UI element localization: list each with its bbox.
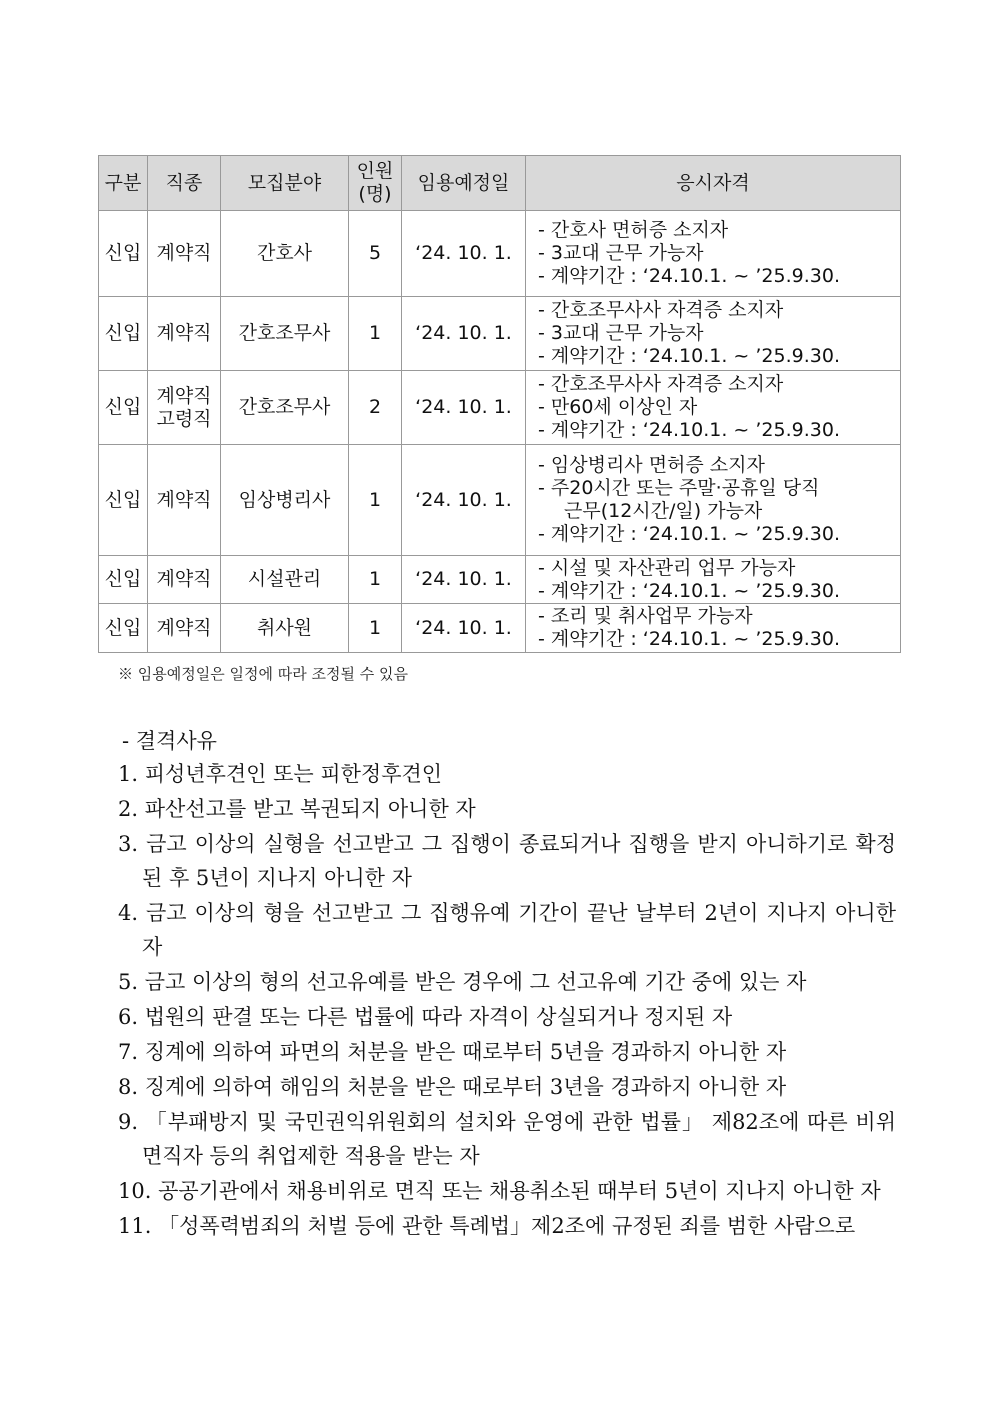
table-header-row [99, 156, 901, 211]
cell-count: 5 [349, 211, 402, 297]
qualification-line: - 임상병리사 면허증 소지자 [538, 454, 765, 476]
table-row [99, 297, 901, 371]
cell-count: 1 [349, 604, 402, 653]
disqualification-list [118, 757, 896, 1244]
cell-qualifications [526, 556, 901, 604]
cell-date: ‘24. 10. 1. [402, 297, 526, 371]
cell-job-type: 계약직 고령직 [148, 371, 221, 445]
recruitment-table [98, 155, 901, 653]
cell-qualifications [526, 297, 901, 371]
cell-field: 간호사 [221, 211, 349, 297]
header-count: 인원 (명) [349, 156, 402, 211]
cell-job-type: 계약직 [148, 297, 221, 371]
header-job-type: 직종 [148, 156, 221, 211]
list-item: 5. 금고 이상의 형의 선고유예를 받은 경우에 그 선고유예 기간 중에 있는 자 [118, 970, 807, 994]
header-date: 임용예정일 [402, 156, 526, 211]
qualification-line: - 간호사 면허증 소지자 [538, 219, 729, 241]
cell-qualifications [526, 604, 901, 653]
qualification-line: - 계약기간 : ‘24.10.1. ~ ’25.9.30. [538, 345, 840, 367]
cell-field: 임상병리사 [221, 445, 349, 556]
cell-date: ‘24. 10. 1. [402, 371, 526, 445]
cell-field: 취사원 [221, 604, 349, 653]
table-row [99, 604, 901, 653]
qualification-line: - 3교대 근무 가능자 [538, 322, 704, 344]
qualification-line: 근무(12시간/일) 가능자 [564, 500, 763, 522]
cell-field: 간호조무사 [221, 371, 349, 445]
qualification-line: - 만60세 이상인 자 [538, 396, 698, 418]
list-item: 2. 파산선고를 받고 복권되지 아니한 자 [118, 797, 476, 821]
list-item: 7. 징계에 의하여 파면의 처분을 받은 때로부터 5년을 경과하지 아니한 자 [118, 1040, 787, 1064]
table-row [99, 211, 901, 297]
table-row [99, 445, 901, 556]
list-item: 10. 공공기관에서 채용비위로 면직 또는 채용취소된 때부터 5년이 지나지 아니한 자 [118, 1179, 881, 1203]
disqualification-title: - 결격사유 [122, 729, 217, 753]
qualification-line: - 계약기간 : ‘24.10.1. ~ ’25.9.30. [538, 523, 840, 545]
qualification-line: - 간호조무사사 자격증 소지자 [538, 373, 784, 395]
cell-count: 1 [349, 297, 402, 371]
qualification-line: - 계약기간 : ‘24.10.1. ~ ’25.9.30. [538, 628, 840, 650]
cell-category: 신입 [99, 604, 148, 653]
table-row [99, 371, 901, 445]
header-field: 모집분야 [221, 156, 349, 211]
cell-category: 신입 [99, 445, 148, 556]
cell-category: 신입 [99, 371, 148, 445]
cell-qualifications [526, 371, 901, 445]
cell-category: 신입 [99, 556, 148, 604]
qualification-line: - 주20시간 또는 주말·공휴일 당직 [538, 477, 820, 499]
qualification-line: - 계약기간 : ‘24.10.1. ~ ’25.9.30. [538, 579, 840, 602]
cell-category: 신입 [99, 211, 148, 297]
table-row [99, 556, 901, 604]
cell-qualifications [526, 445, 901, 556]
qualification-line: - 계약기간 : ‘24.10.1. ~ ’25.9.30. [538, 265, 840, 287]
cell-job-type: 계약직 [148, 211, 221, 297]
cell-count: 1 [349, 445, 402, 556]
cell-count: 2 [349, 371, 402, 445]
schedule-note: ※ 임용예정일은 일정에 따라 조정될 수 있음 [118, 665, 408, 683]
cell-qualifications [526, 211, 901, 297]
qualification-line: - 계약기간 : ‘24.10.1. ~ ’25.9.30. [538, 419, 840, 441]
cell-job-type: 계약직 [148, 445, 221, 556]
list-item: 1. 피성년후견인 또는 피한정후견인 [118, 762, 443, 786]
cell-job-type: 계약직 [148, 556, 221, 604]
cell-date: ‘24. 10. 1. [402, 604, 526, 653]
cell-job-type: 계약직 [148, 604, 221, 653]
cell-count: 1 [349, 556, 402, 604]
cell-date: ‘24. 10. 1. [402, 445, 526, 556]
header-category: 구분 [99, 156, 148, 211]
list-item: 4. 금고 이상의 형을 선고받고 그 집행유예 기간이 끝난 날부터 2년이 지나지 아니한 자 [118, 901, 896, 959]
list-item: 11. 「성폭력범죄의 처벌 등에 관한 특례법」제2조에 규정된 죄를 범한 사람으로 [118, 1214, 856, 1238]
qualification-line: - 시설 및 자산관리 업무 가능자 [538, 556, 796, 579]
list-item: 3. 금고 이상의 실형을 선고받고 그 집행이 종료되거나 집행을 받지 아니하기로 확정된 후 5년이 지나지 아니한 자 [118, 832, 896, 890]
list-item: 8. 징계에 의하여 해임의 처분을 받은 때로부터 3년을 경과하지 아니한 자 [118, 1075, 787, 1099]
list-item: 9. 「부패방지 및 국민권익위원회의 설치와 운영에 관한 법률」 제82조에 따른 비위 면직자 등의 취업제한 적용을 받는 자 [118, 1110, 896, 1168]
header-qualifications: 응시자격 [526, 156, 901, 211]
cell-date: ‘24. 10. 1. [402, 556, 526, 604]
qualification-line: - 조리 및 취사업무 가능자 [538, 605, 753, 627]
qualification-line: - 3교대 근무 가능자 [538, 242, 704, 264]
cell-category: 신입 [99, 297, 148, 371]
qualification-line: - 간호조무사사 자격증 소지자 [538, 299, 784, 321]
cell-field: 시설관리 [221, 556, 349, 604]
cell-date: ‘24. 10. 1. [402, 211, 526, 297]
list-item: 6. 법원의 판결 또는 다른 법률에 따라 자격이 상실되거나 정지된 자 [118, 1005, 733, 1029]
cell-field: 간호조무사 [221, 297, 349, 371]
